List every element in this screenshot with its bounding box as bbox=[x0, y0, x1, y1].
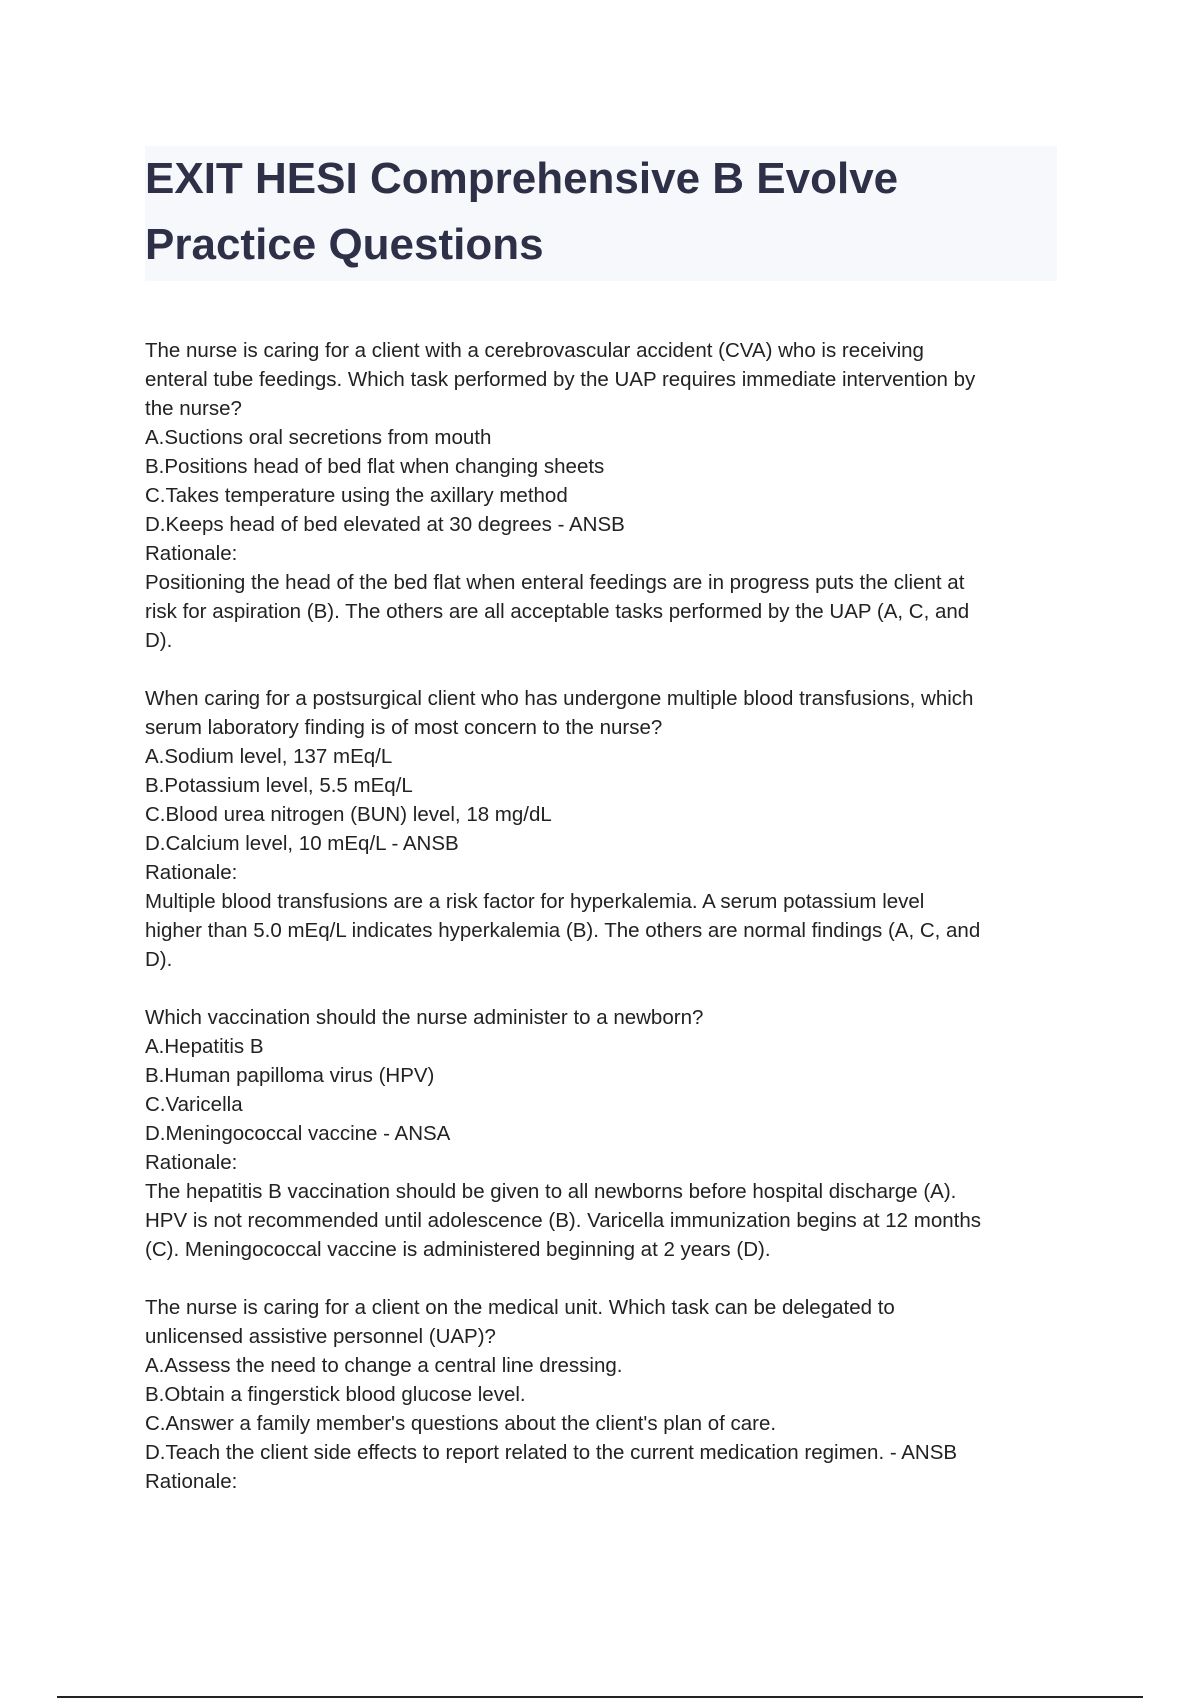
rationale-label: Rationale: bbox=[145, 542, 238, 565]
answer-option: D.Calcium level, 10 mEq/L - ANSB bbox=[145, 832, 459, 855]
answer-option: B.Potassium level, 5.5 mEq/L bbox=[145, 774, 413, 797]
rationale-text: The hepatitis B vaccination should be given to all newborns before hospital discharge (A). bbox=[145, 1180, 957, 1203]
rationale-text: D). bbox=[145, 948, 173, 971]
question-stem: the nurse? bbox=[145, 397, 242, 420]
answer-option: B.Positions head of bed flat when changing sheets bbox=[145, 455, 605, 478]
rationale-label: Rationale: bbox=[145, 1470, 238, 1493]
questions-container bbox=[145, 336, 1065, 1525]
rationale-text: D). bbox=[145, 629, 173, 652]
question-stem: serum laboratory finding is of most concern to the nurse? bbox=[145, 716, 663, 739]
answer-option: A.Assess the need to change a central line dressing. bbox=[145, 1354, 623, 1377]
question-stem: unlicensed assistive personnel (UAP)? bbox=[145, 1325, 496, 1348]
title-banner bbox=[145, 146, 1057, 281]
answer-option: A.Hepatitis B bbox=[145, 1035, 264, 1058]
question-block bbox=[145, 1293, 1065, 1496]
answer-option: D.Keeps head of bed elevated at 30 degrees - ANSB bbox=[145, 513, 625, 536]
page-title bbox=[145, 146, 1057, 278]
answer-option: C.Blood urea nitrogen (BUN) level, 18 mg/dL bbox=[145, 803, 552, 826]
question-block bbox=[145, 336, 1065, 655]
answer-option: A.Suctions oral secretions from mouth bbox=[145, 426, 492, 449]
rationale-text: HPV is not recommended until adolescence (B). Varicella immunization begins at 12 months bbox=[145, 1209, 981, 1232]
answer-option: D.Teach the client side effects to report related to the current medication regimen. - ANSB bbox=[145, 1441, 958, 1464]
title-line: Practice Questions bbox=[145, 220, 544, 269]
footer-divider bbox=[57, 1696, 1143, 1698]
answer-option: A.Sodium level, 137 mEq/L bbox=[145, 745, 393, 768]
question-stem: The nurse is caring for a client on the medical unit. Which task can be delegated to bbox=[145, 1296, 895, 1319]
answer-option: D.Meningococcal vaccine - ANSA bbox=[145, 1122, 451, 1145]
answer-option: B.Human papilloma virus (HPV) bbox=[145, 1064, 435, 1087]
answer-option: C.Answer a family member's questions about the client's plan of care. bbox=[145, 1412, 777, 1435]
rationale-text: Positioning the head of the bed flat when enteral feedings are in progress puts the client at bbox=[145, 571, 965, 594]
title-line: EXIT HESI Comprehensive B Evolve bbox=[145, 154, 899, 203]
question-block bbox=[145, 1003, 1065, 1264]
rationale-label: Rationale: bbox=[145, 861, 238, 884]
question-stem: The nurse is caring for a client with a cerebrovascular accident (CVA) who is receiving bbox=[145, 339, 924, 362]
rationale-text: Multiple blood transfusions are a risk factor for hyperkalemia. A serum potassium level bbox=[145, 890, 925, 913]
answer-option: C.Takes temperature using the axillary method bbox=[145, 484, 568, 507]
question-stem: enteral tube feedings. Which task performed by the UAP requires immediate intervention by bbox=[145, 368, 976, 391]
answer-option: B.Obtain a fingerstick blood glucose level. bbox=[145, 1383, 526, 1406]
rationale-text: risk for aspiration (B). The others are all acceptable tasks performed by the UAP (A, C, and bbox=[145, 600, 970, 623]
question-stem: When caring for a postsurgical client who has undergone multiple blood transfusions, which bbox=[145, 687, 974, 710]
question-block bbox=[145, 684, 1065, 974]
rationale-text: (C). Meningococcal vaccine is administered beginning at 2 years (D). bbox=[145, 1238, 771, 1261]
question-stem: Which vaccination should the nurse administer to a newborn? bbox=[145, 1006, 704, 1029]
rationale-label: Rationale: bbox=[145, 1151, 238, 1174]
rationale-text: higher than 5.0 mEq/L indicates hyperkalemia (B). The others are normal findings (A, C, and bbox=[145, 919, 981, 942]
answer-option: C.Varicella bbox=[145, 1093, 243, 1116]
